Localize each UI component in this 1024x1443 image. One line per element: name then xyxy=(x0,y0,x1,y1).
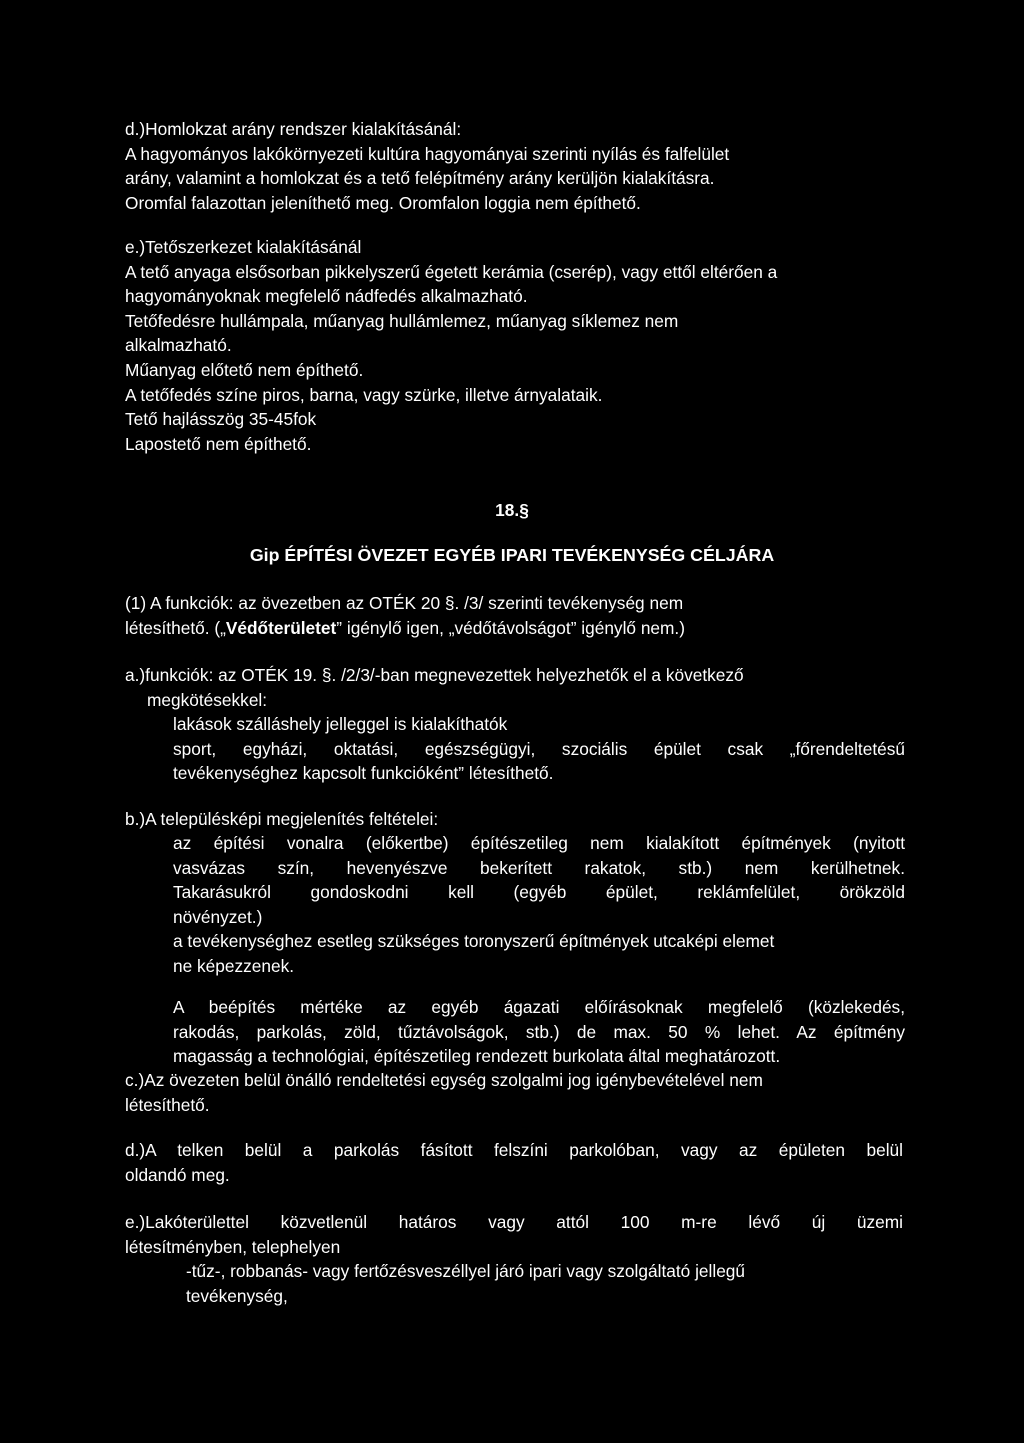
paragraph-title: Gip ÉPÍTÉSI ÖVEZET EGYÉB IPARI TEVÉKENYSÉG CÉLJÁRA xyxy=(249,545,775,565)
list-item: lakások szálláshely jelleggel is kialakíthatók xyxy=(173,714,508,734)
text-line: hagyományoknak megfelelő nádfedés alkalmazható. xyxy=(125,286,528,307)
section-a-funkciok xyxy=(125,663,905,712)
section-c xyxy=(125,1068,905,1117)
section-e-lakoterulet xyxy=(125,1210,903,1259)
text-line: létesítményben, telephelyen xyxy=(125,1236,341,1257)
text-line: A tető anyaga elsősorban pikkelyszerű égetett kerámia (cserép), vagy ettől eltérően a xyxy=(125,261,778,282)
section-e-tetoszerkezet xyxy=(125,235,905,456)
text-line: d.)Homlokzat arány rendszer kialakításánál: xyxy=(125,119,462,139)
text-line: A tetőfedés színe piros, barna, vagy szürke, illetve árnyalataik. xyxy=(125,384,603,405)
section-1-intro xyxy=(125,591,905,640)
section-d-parkolas xyxy=(125,1138,903,1187)
list-item: -tűz-, robbanás- vagy fertőzésveszéllyel járó ipari vagy szolgáltató jellegű xyxy=(186,1261,746,1281)
text-line: (1) A funkciók: az övezetben az OTÉK 20 §. /3/ szerinti tevékenység nem xyxy=(125,593,684,613)
section-b-body xyxy=(173,831,905,979)
text-line: c.)Az övezeten belül önálló rendeltetési egység szolgalmi jog igénybevételével nem xyxy=(125,1070,763,1090)
list-item: tevékenységhez kapcsolt funkcióként” létesíthető. xyxy=(173,763,554,784)
text-line xyxy=(125,616,905,641)
paragraph-number: 18.§ xyxy=(495,500,529,520)
text-line: Tetőfedésre hullámpala, műanyag hullámlemez, műanyag síklemez nem xyxy=(125,310,679,331)
section-b-head: b.)A településképi megjelenítés feltételei: xyxy=(125,809,439,829)
text-line: Műanyag előtető nem építhető. xyxy=(125,359,364,380)
text-line: növényzet.) xyxy=(173,906,263,927)
text-line: ne képezzenek. xyxy=(173,955,295,976)
text-run: létesíthető. („ xyxy=(125,617,226,638)
section-a-items xyxy=(173,712,905,786)
section-d-homlokzat xyxy=(125,117,905,215)
text-line: arány, valamint a homlokzat és a tető felépítmény arány kerüljön kialakításra. xyxy=(125,168,715,189)
text-line: az építési vonalra (előkertbe) építészetileg nem kialakított építmények (nyitott xyxy=(173,833,905,853)
text-line: megkötésekkel: xyxy=(147,689,268,710)
text-run: ” igénylő igen, „védőtávolságot” igénylő nem.) xyxy=(336,617,685,638)
text-line: a tevékenységhez esetleg szükséges toronyszerű építmények utcaképi elemet xyxy=(173,931,775,952)
text-line: e.)Lakóterülettel közvetlenül határos vagy attól 100 m-re lévő új üzemi xyxy=(125,1212,903,1232)
text-line: A hagyományos lakókörnyezeti kultúra hagyományai szerinti nyílás és falfelület xyxy=(125,143,730,164)
text-line: e.)Tetőszerkezet kialakításánál xyxy=(125,237,362,257)
list-item: tevékenység, xyxy=(186,1285,288,1306)
text-line: Tető hajlásszög 35-45fok xyxy=(125,409,317,430)
list-item: sport, egyházi, oktatási, egészségügyi, szociális épület csak „főrendeltetésű xyxy=(173,738,905,759)
text-line: létesíthető. xyxy=(125,1094,210,1115)
text-line: magasság a technológiai, építészetileg rendezett burkolata által meghatározott. xyxy=(173,1046,781,1067)
bold-term: Védőterületet xyxy=(225,617,337,638)
section-e-items xyxy=(186,1259,905,1308)
text-line: oldandó meg. xyxy=(125,1164,230,1185)
section-b-beepites xyxy=(173,995,905,1069)
text-line: A beépítés mértéke az egyéb ágazati előírásoknak megfelelő (közlekedés, xyxy=(173,997,905,1017)
text-line: alkalmazható. xyxy=(125,335,232,356)
text-line: vasvázas szín, hevenyészve bekerített rakatok, stb.) nem kerülhetnek. xyxy=(173,857,905,878)
text-line: d.)A telken belül a parkolás fásított felszíni parkolóban, vagy az épületen belül xyxy=(125,1140,903,1160)
text-line: Lapostető nem építhető. xyxy=(125,433,312,454)
text-line: Oromfal falazottan jeleníthető meg. Oromfalon loggia nem építhető. xyxy=(125,192,641,213)
text-line: Takarásukról gondoskodni kell (egyéb épület, reklámfelület, örökzöld xyxy=(173,882,905,903)
text-line: a.)funkciók: az OTÉK 19. §. /2/3/-ban megnevezettek helyezhetők el a következő xyxy=(125,665,744,685)
text-line: rakodás, parkolás, zöld, tűztávolságok, stb.) de max. 50 % lehet. Az építmény xyxy=(173,1021,905,1042)
